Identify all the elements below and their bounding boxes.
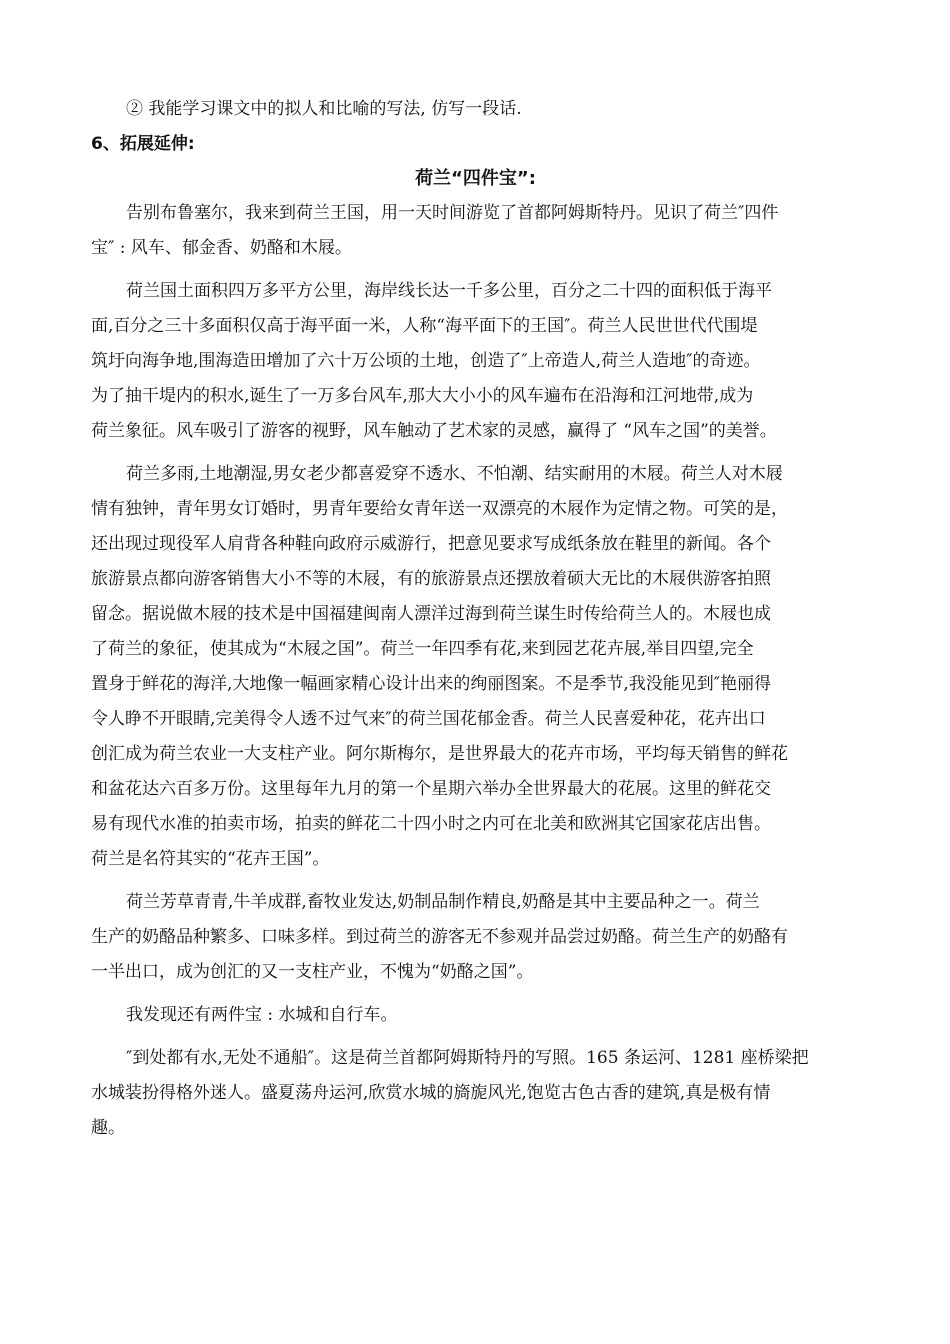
paragraph-water-city (91, 1041, 860, 1146)
paragraph-windmill (91, 274, 860, 449)
text-line: 和盆花达六百多万份。这里每年九月的第一个星期六举办全世界最大的花展。这里的鲜花交 (91, 779, 771, 799)
text-line: 易有现代水准的拍卖市场，拍卖的鲜花二十四小时之内可在北美和欧洲其它国家花店出售。 (91, 814, 771, 834)
text-line: 荷兰是名符其实的“花卉王国”。 (91, 849, 330, 869)
text-line: 留念。据说做木屐的技术是中国福建闽南人漂洋过海到荷兰谋生时传给荷兰人的。木屐也成 (91, 604, 771, 624)
paragraph-discovery (91, 998, 860, 1033)
paragraph-cheese (91, 885, 860, 990)
text-line: ″到处都有水,无处不通船″。这是荷兰首都阿姆斯特丹的写照。165 条运河、1281 座桥梁把 (126, 1048, 809, 1068)
text-line: 还出现过现役军人肩背各种鞋向政府示威游行，把意见要求写成纸条放在鞋里的新闻。各个 (91, 534, 771, 554)
text-line: 情有独钟，青年男女订婚时，男青年要给女青年送一双漂亮的木屐作为定情之物。可笑的是， (91, 499, 788, 519)
text-line: 荷兰国土面积四万多平方公里，海岸线长达一千多公里，百分之二十四的面积低于海平 (126, 281, 772, 301)
goal-line: ② 我能学习课文中的拟人和比喻的写法, 仿写一段话. (126, 99, 522, 119)
text-line: 筑圩向海争地,围海造田增加了六十万公顷的土地，创造了″上帝造人,荷兰人造地″的奇迹。 (91, 351, 761, 371)
text-line: 一半出口，成为创汇的又一支柱产业，不愧为“奶酪之国”。 (91, 962, 534, 982)
text-line: 了荷兰的象征，使其成为“木屐之国”。荷兰一年四季有花,来到园艺花卉展,举目四望,完全 (91, 639, 754, 659)
text-line: 令人睁不开眼睛,完美得令人透不过气来″的荷兰国花郁金香。荷兰人民喜爱种花，花卉出口 (91, 709, 766, 729)
text-line: 面,百分之三十多面积仅高于海平面一米，人称“海平面下的王国″。荷兰人民世世代代围堤 (91, 316, 758, 336)
text-line: 宝″ : 风车、郁金香、奶酪和木屐。 (91, 238, 352, 258)
text-line: 我发现还有两件宝 : 水城和自行车。 (126, 1005, 398, 1025)
text-line: 荷兰多雨,土地潮湿,男女老少都喜爱穿不透水、不怕潮、结实耐用的木屐。荷兰人对木屐 (126, 464, 783, 484)
text-line: 告别布鲁塞尔，我来到荷兰王国，用一天时间游览了首都阿姆斯特丹。见识了荷兰″四件 (126, 203, 779, 223)
text-line: 为了抽干堤内的积水,诞生了一万多台风车,那大大小小的风车遍布在沿海和江河地带,成为 (91, 386, 754, 406)
text-line: 生产的奶酪品种繁多、口味多样。到过荷兰的游客无不参观并品尝过奶酪。荷兰生产的奶酪有 (91, 927, 788, 947)
text-line: 荷兰芳草青青,牛羊成群,畜牧业发达,奶制品制作精良,奶酪是其中主要品种之一。荷兰 (126, 892, 760, 912)
text-line: 旅游景点都向游客销售大小不等的木屐，有的旅游景点还摆放着硕大无比的木屐供游客拍照 (91, 569, 771, 589)
text-line: 创汇成为荷兰农业一大支柱产业。阿尔斯梅尔，是世界最大的花卉市场，平均每天销售的鲜花 (91, 744, 788, 764)
text-line: 荷兰象征。风车吸引了游客的视野，风车触动了艺术家的灵感，赢得了 “风车之国”的美誉。 (91, 421, 777, 441)
article-title: 荷兰“四件宝”: (415, 168, 536, 189)
section-heading: 6、拓展延伸: (91, 134, 195, 154)
paragraph-clogs-flowers (91, 457, 860, 877)
text-line: 水城装扮得格外迷人。盛夏荡舟运河,欣赏水城的旖旎风光,饱览古色古香的建筑,真是极有情 (91, 1083, 771, 1103)
paragraph-intro (91, 196, 860, 266)
text-line: 置身于鲜花的海洋,大地像一幅画家精心设计出来的绚丽图案。不是季节,我没能见到″艳丽得 (91, 674, 772, 694)
text-line: 趣。 (91, 1118, 125, 1138)
